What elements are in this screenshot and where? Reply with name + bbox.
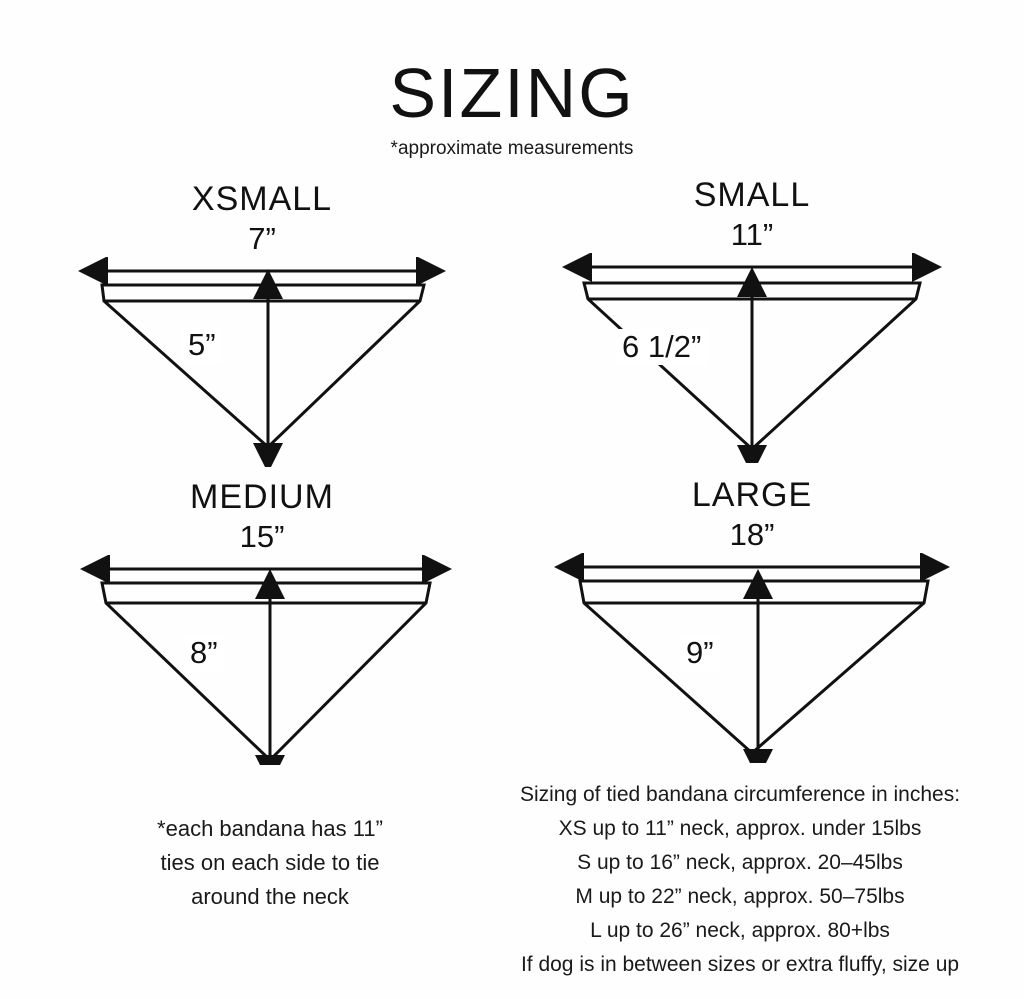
- note-circumference-l: L up to 26” neck, approx. 80+lbs: [590, 919, 890, 943]
- size-block-small: [522, 178, 982, 463]
- size-width-large: 18”: [729, 516, 775, 552]
- note-circumference-sizeup: If dog is in between sizes or extra fluffy, size up: [520, 953, 960, 977]
- size-name-medium: MEDIUM: [190, 478, 334, 516]
- note-circumference-xs: XS up to 11” neck, approx. under 15lbs: [558, 817, 922, 841]
- bandana-diagram-medium: [32, 555, 492, 765]
- size-width-medium: 15”: [239, 518, 285, 554]
- size-name-large: LARGE: [691, 476, 813, 514]
- note-ties: [60, 812, 480, 914]
- note-ties-line-3: around the neck: [191, 884, 349, 910]
- size-height-xsmall: 5”: [182, 327, 222, 363]
- size-block-large: [522, 478, 982, 763]
- note-ties-line-2: ties on each side to tie: [160, 850, 380, 876]
- note-circumference-s: S up to 16” neck, approx. 20–45lbs: [577, 851, 903, 875]
- size-width-small: 11”: [730, 216, 774, 252]
- note-circumference-m: M up to 22” neck, approx. 50–75lbs: [575, 885, 905, 909]
- size-name-xsmall: XSMALL: [191, 180, 333, 218]
- note-ties-line-1: *each bandana has 11”: [157, 816, 383, 841]
- size-height-large: 9”: [680, 635, 720, 671]
- page-subtitle: *approximate measurements: [390, 138, 634, 159]
- size-width-xsmall: 7”: [248, 220, 276, 256]
- size-block-medium: [32, 480, 492, 765]
- size-height-small: 6 1/2”: [616, 329, 707, 365]
- note-circumference-heading: Sizing of tied bandana circumference in inches:: [519, 783, 961, 806]
- size-block-xsmall: [32, 182, 492, 467]
- page-title: SIZING: [389, 54, 635, 132]
- bandana-diagram-xsmall: [32, 257, 492, 467]
- bandana-diagram-small: [522, 253, 982, 463]
- note-circumference: [480, 778, 1000, 982]
- bandana-diagram-large: [522, 553, 982, 763]
- size-name-small: SMALL: [693, 176, 811, 214]
- size-height-medium: 8”: [184, 635, 224, 671]
